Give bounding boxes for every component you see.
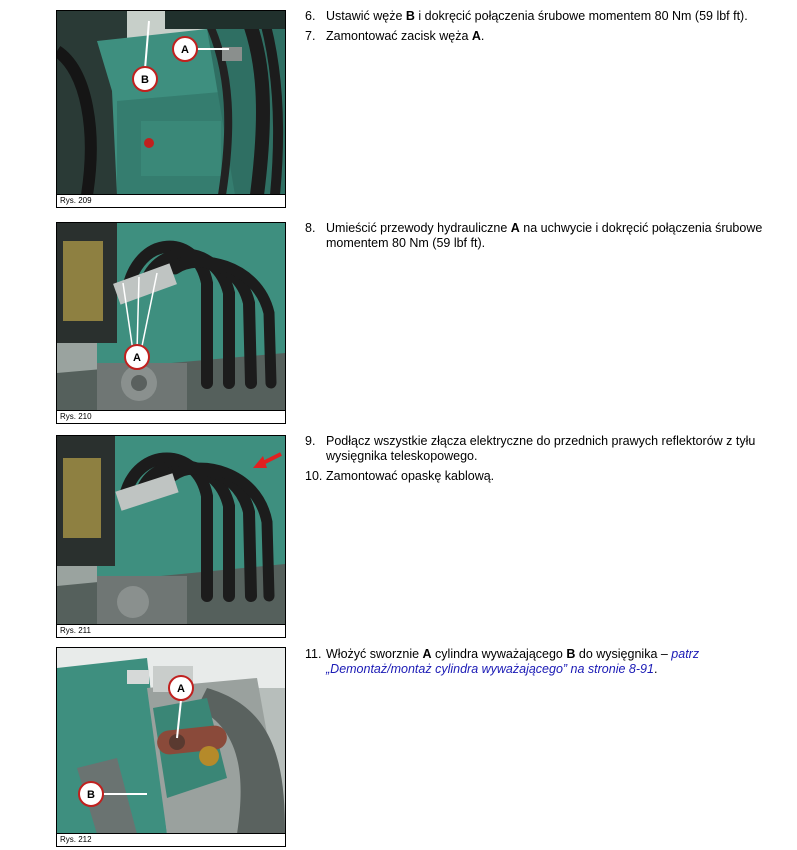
step-text: Podłącz wszystkie złącza elektryczne do przednich prawych reflektorów z tyłu wysięgnika teleskopowego. [326, 434, 756, 463]
step-text: Zamontować opaskę kablową. [326, 469, 495, 483]
figure-212 [56, 647, 286, 847]
step-number: 6. [305, 9, 316, 23]
step-number: 11. [305, 647, 322, 661]
step-number: 8. [305, 221, 316, 235]
photo-cylinder-pins [57, 648, 285, 833]
steps-group-210 [305, 221, 780, 256]
step-text-part: . [480, 29, 485, 43]
step-text-part: na uchwycie i dokręcić połączenia śrubowe momentem 80 Nm (59 lbf ft). [326, 221, 763, 250]
step-text [326, 221, 780, 251]
step-number: 9. [305, 434, 316, 448]
step-ref: B [405, 9, 415, 23]
step-text-part: do wysięgnika – [575, 647, 672, 661]
step-9 [305, 434, 780, 464]
step-text [326, 29, 780, 44]
step-7 [305, 29, 780, 44]
callout-a: A [133, 352, 141, 364]
step-ref: A [422, 647, 432, 661]
step-text-part: Zamontować zacisk węża [326, 29, 472, 43]
step-text [326, 647, 780, 677]
figure-caption: Rys. 210 [57, 410, 285, 423]
step-11 [305, 647, 780, 677]
callout-a: A [177, 683, 185, 695]
callout-b: B [141, 74, 149, 86]
step-text [326, 9, 780, 24]
steps-group-209 [305, 9, 780, 49]
step-8 [305, 221, 780, 251]
photo-hydraulic-lines [57, 223, 285, 410]
step-ref: A [471, 29, 481, 43]
figure-caption: Rys. 211 [57, 624, 285, 637]
step-ref: A [510, 221, 520, 235]
figure-210 [56, 222, 286, 424]
figure-caption: Rys. 209 [57, 194, 285, 207]
cross-reference-link[interactable]: patrz „Demontaż/montaż cylindra wyważającego” na stronie 8-91 [326, 647, 700, 676]
figure-caption: Rys. 212 [57, 833, 285, 846]
steps-group-212 [305, 647, 780, 682]
step-6 [305, 9, 780, 24]
steps-group-211 [305, 434, 780, 489]
callout-a: A [181, 44, 189, 56]
step-10 [305, 469, 780, 484]
step-number: 7. [305, 29, 316, 43]
step-text-part: . [653, 662, 658, 676]
step-text-part: i dokręcić połączenia śrubowe momentem 80 Nm (59 lbf ft). [414, 9, 748, 23]
photo-cable-tie [57, 436, 285, 624]
callout-b: B [87, 789, 95, 801]
step-text-part: Włożyć sworznie [326, 647, 423, 661]
step-ref: B [566, 647, 576, 661]
step-text-part: Ustawić węże [326, 9, 406, 23]
step-number: 10. [305, 469, 323, 483]
step-text-part: Umieścić przewody hydrauliczne [326, 221, 511, 235]
figure-211 [56, 435, 286, 638]
photo-hose-clamp [57, 11, 285, 194]
step-text-part: cylindra wyważającego [431, 647, 567, 661]
figure-209 [56, 10, 286, 208]
